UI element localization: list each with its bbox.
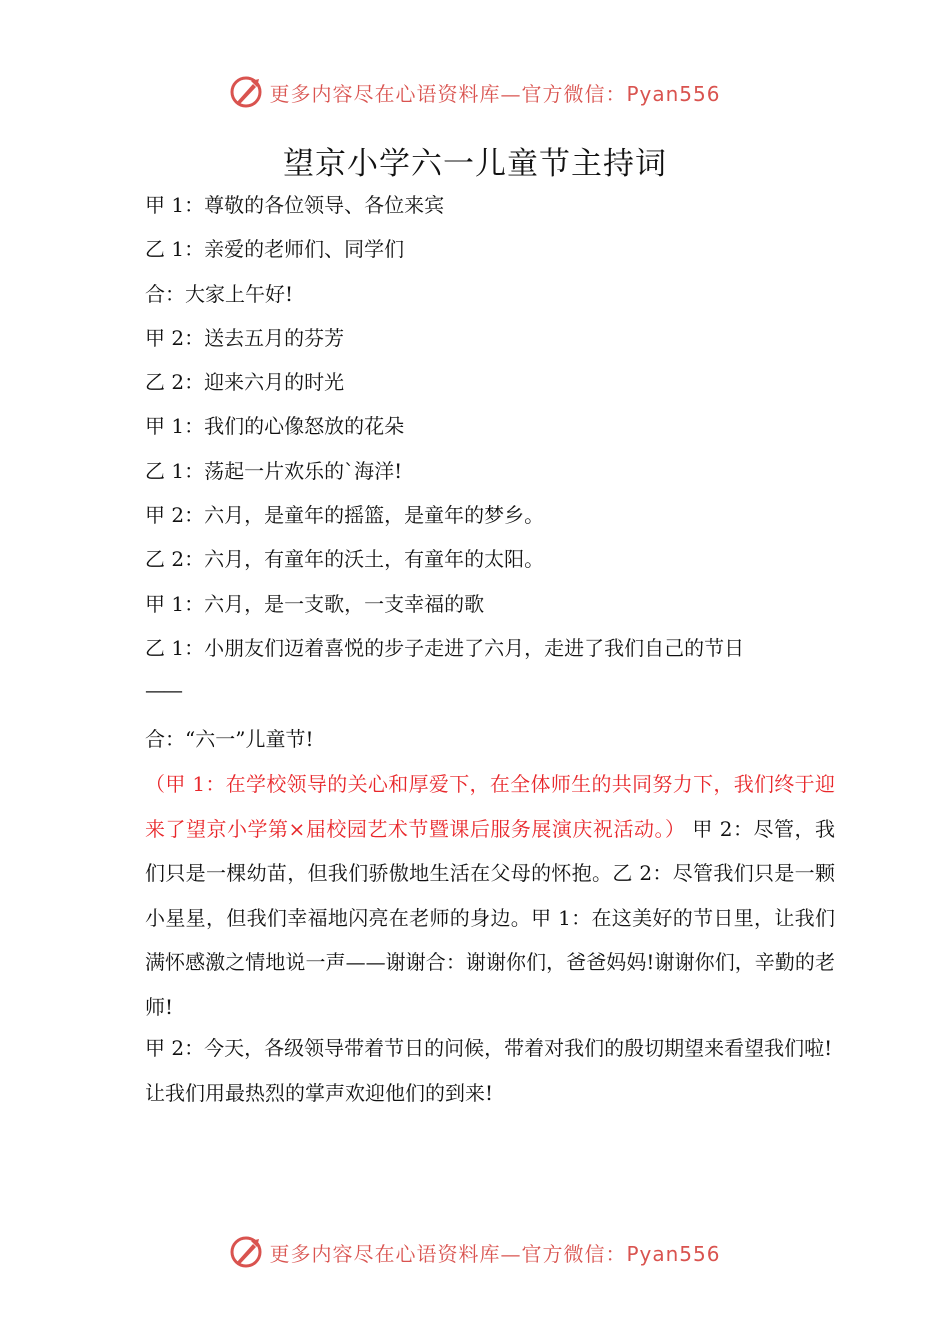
document-title: 望京小学六一儿童节主持词 (283, 146, 667, 182)
dialogue-line: 甲 2：送去五月的芬芳 (145, 325, 345, 350)
quill-logo-icon (229, 1235, 263, 1269)
dialogue-line: 甲 1：我们的心像怒放的花朵 (145, 414, 405, 439)
footer-banner (0, 1232, 950, 1272)
dialogue-line: 合：大家上午好! (145, 281, 294, 306)
dialogue-line: 乙 2：六月，有童年的沃土，有童年的太阳。 (145, 547, 545, 572)
dialogue-line: 乙 2：迎来六月的时光 (145, 370, 345, 395)
paragraph-text: 甲 2：尽管，我们只是一棵幼苗，但我们骄傲地生活在父母的怀抱。乙 2：尽管我们只是一颗小星星，但我们幸福地闪亮在老师的身边。甲 1：在这美好的节日里，让我们满怀感激之情地说一声——谢谢合：谢谢你们，爸爸妈妈!谢谢你们，辛勤的老师! (145, 816, 835, 1019)
dialogue-line: 甲 2：六月，是童年的摇篮，是童年的梦乡。 (145, 503, 545, 528)
banner-wechat: 官方微信：Pyan556 (521, 1241, 721, 1266)
banner-slogan: 更多内容尽在心语资料库— (269, 81, 522, 106)
dialogue-line: 甲 1：尊敬的各位领导、各位来宾 (145, 193, 445, 217)
banner-wechat: 官方微信：Pyan556 (521, 81, 721, 106)
header-banner (0, 72, 950, 112)
dialogue-line: 合：“六一”儿童节! (145, 727, 314, 752)
dialogue-lines (145, 183, 835, 762)
dialogue-line: 甲 1：六月，是一支歌，一支幸福的歌 (145, 591, 485, 616)
closing-paragraph: 甲 2：今天，各级领导带着节日的问候，带着对我们的殷切期望来看望我们啦!让我们用最热烈的掌声欢迎他们的到来! (145, 1036, 833, 1105)
dialogue-line: 乙 1：荡起一片欢乐的`海洋! (145, 458, 403, 483)
quill-logo-icon (229, 75, 263, 109)
dialogue-line: 乙 1：亲爱的老师们、同学们 (145, 237, 405, 262)
dialogue-paragraph (145, 762, 835, 1029)
banner-slogan: 更多内容尽在心语资料库— (269, 1241, 522, 1266)
dialogue-line: 乙 1：小朋友们迈着喜悦的步子走进了六月，走进了我们自己的节日 (145, 635, 745, 660)
dialogue-line: —— (145, 678, 181, 703)
highlighted-text: （甲 1：在学校领导的关心和厚爱下，在全体师生的共同努力下，我们终于迎来了望京小学第×届校园艺术节暨课后服务展演庆祝活动。） (145, 772, 835, 841)
